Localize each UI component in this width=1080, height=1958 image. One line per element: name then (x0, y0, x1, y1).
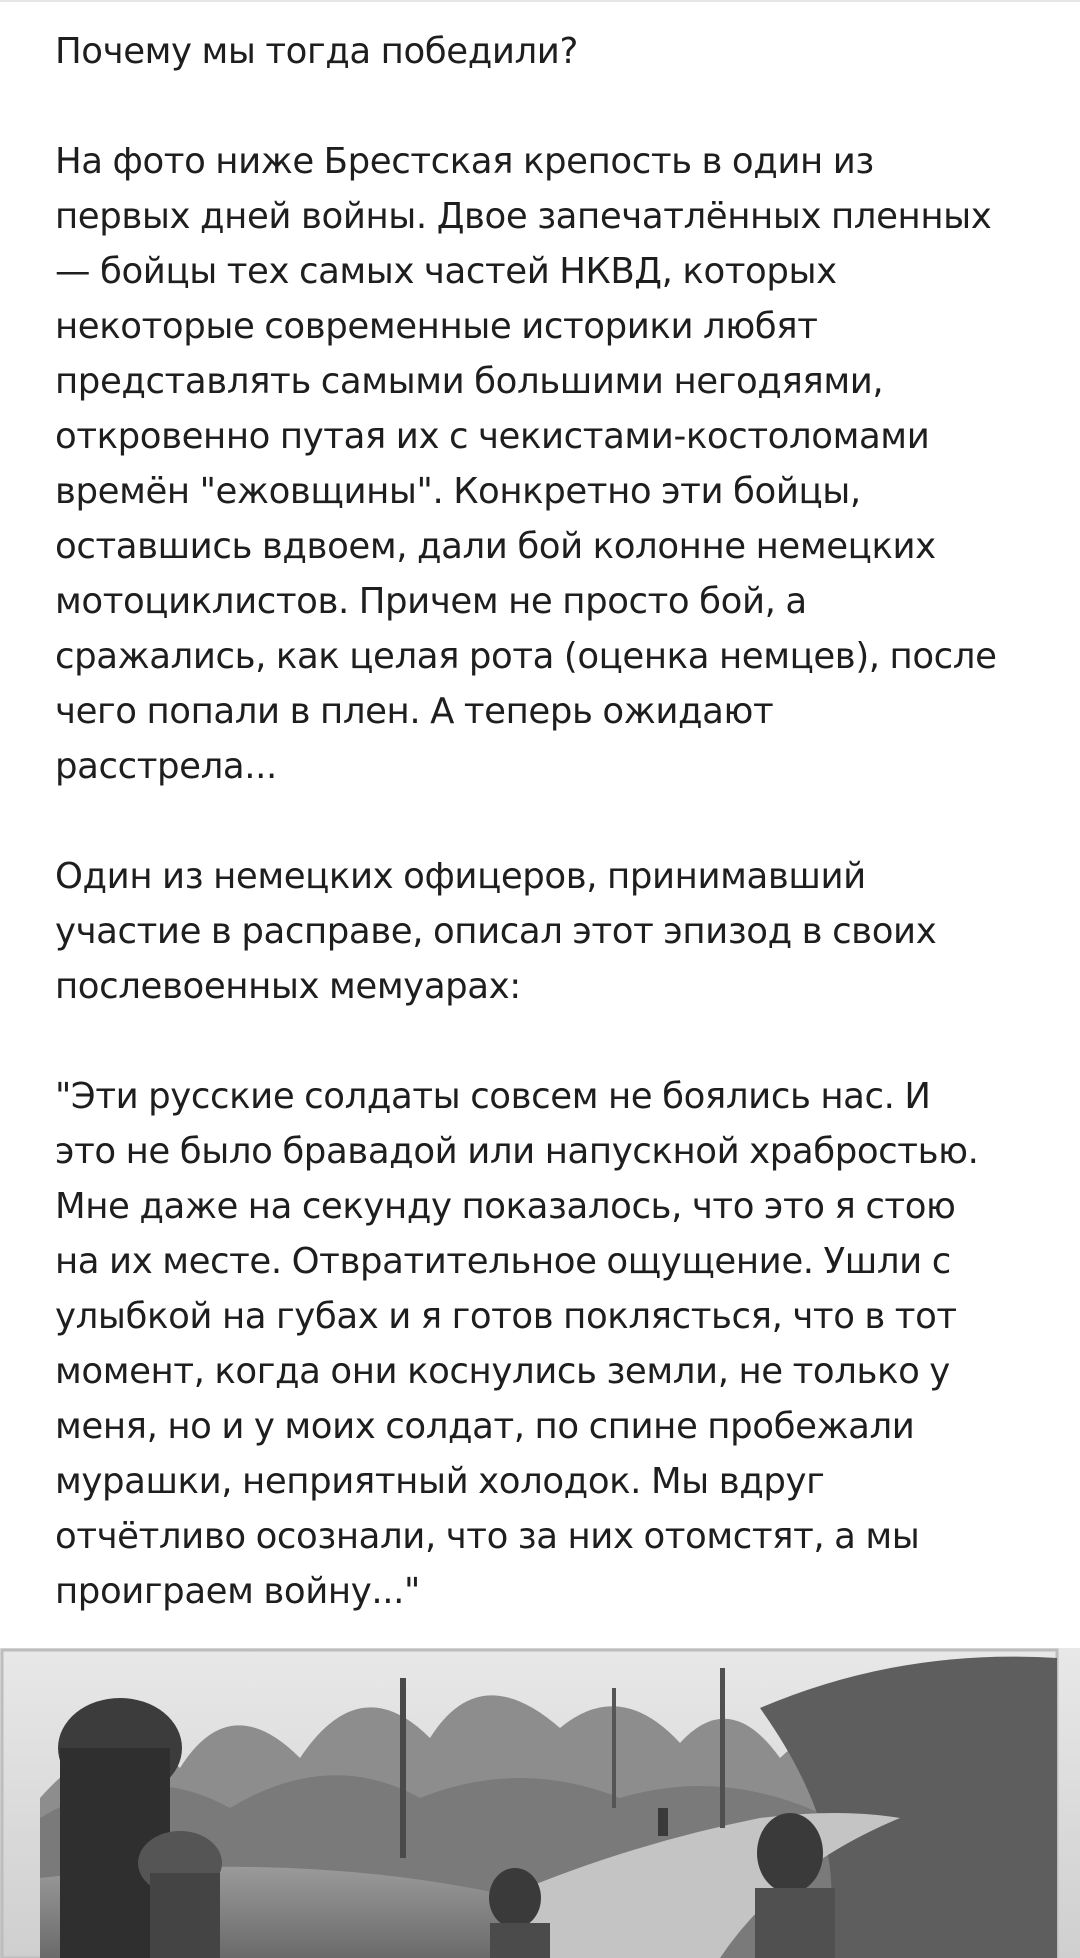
photo-image (0, 1648, 1080, 1958)
article-paragraph: Один из немецких офицеров, принимавший участие в расправе, описал этот эпизод в своих послевоенных мемуарах: (55, 856, 937, 1007)
article-photo[interactable] (0, 1648, 1080, 1958)
article-body (55, 24, 1035, 1619)
article-paragraph: На фото ниже Брестская крепость в один из первых дней войны. Двое запечатлённых пленных — бойцы тех самых частей НКВД, которых некоторые современные историки любят представлять самыми большими негодяями, откровенно путая их с чекистами-костоломами времён "ежовщины". Конкретно эти бойцы, оставшись вдвоем, дали бой колонне немецких мотоциклистов. Причем не просто бой, а сражались, как целая рота (оценка немцев), после чего попали в плен. А теперь ожидают расстрела... (55, 141, 997, 787)
article-quote-paragraph: "Эти русские солдаты совсем не боялись нас. И это не было бравадой или напускной храбростью. Мне даже на секунду показалось, что это я стою на их месте. Отвратительное ощущение. Ушли с улыбкой на губах и я готов поклясться, что в тот момент, когда они коснулись земли, не только у меня, но и у моих солдат, по спине пробежали мурашки, неприятный холодок. Мы вдруг отчётливо осознали, что за них отомстят, а мы проиграем войну..." (55, 1076, 979, 1612)
top-divider (0, 0, 1080, 2)
article-paragraph-title: Почему мы тогда победили? (55, 31, 578, 72)
